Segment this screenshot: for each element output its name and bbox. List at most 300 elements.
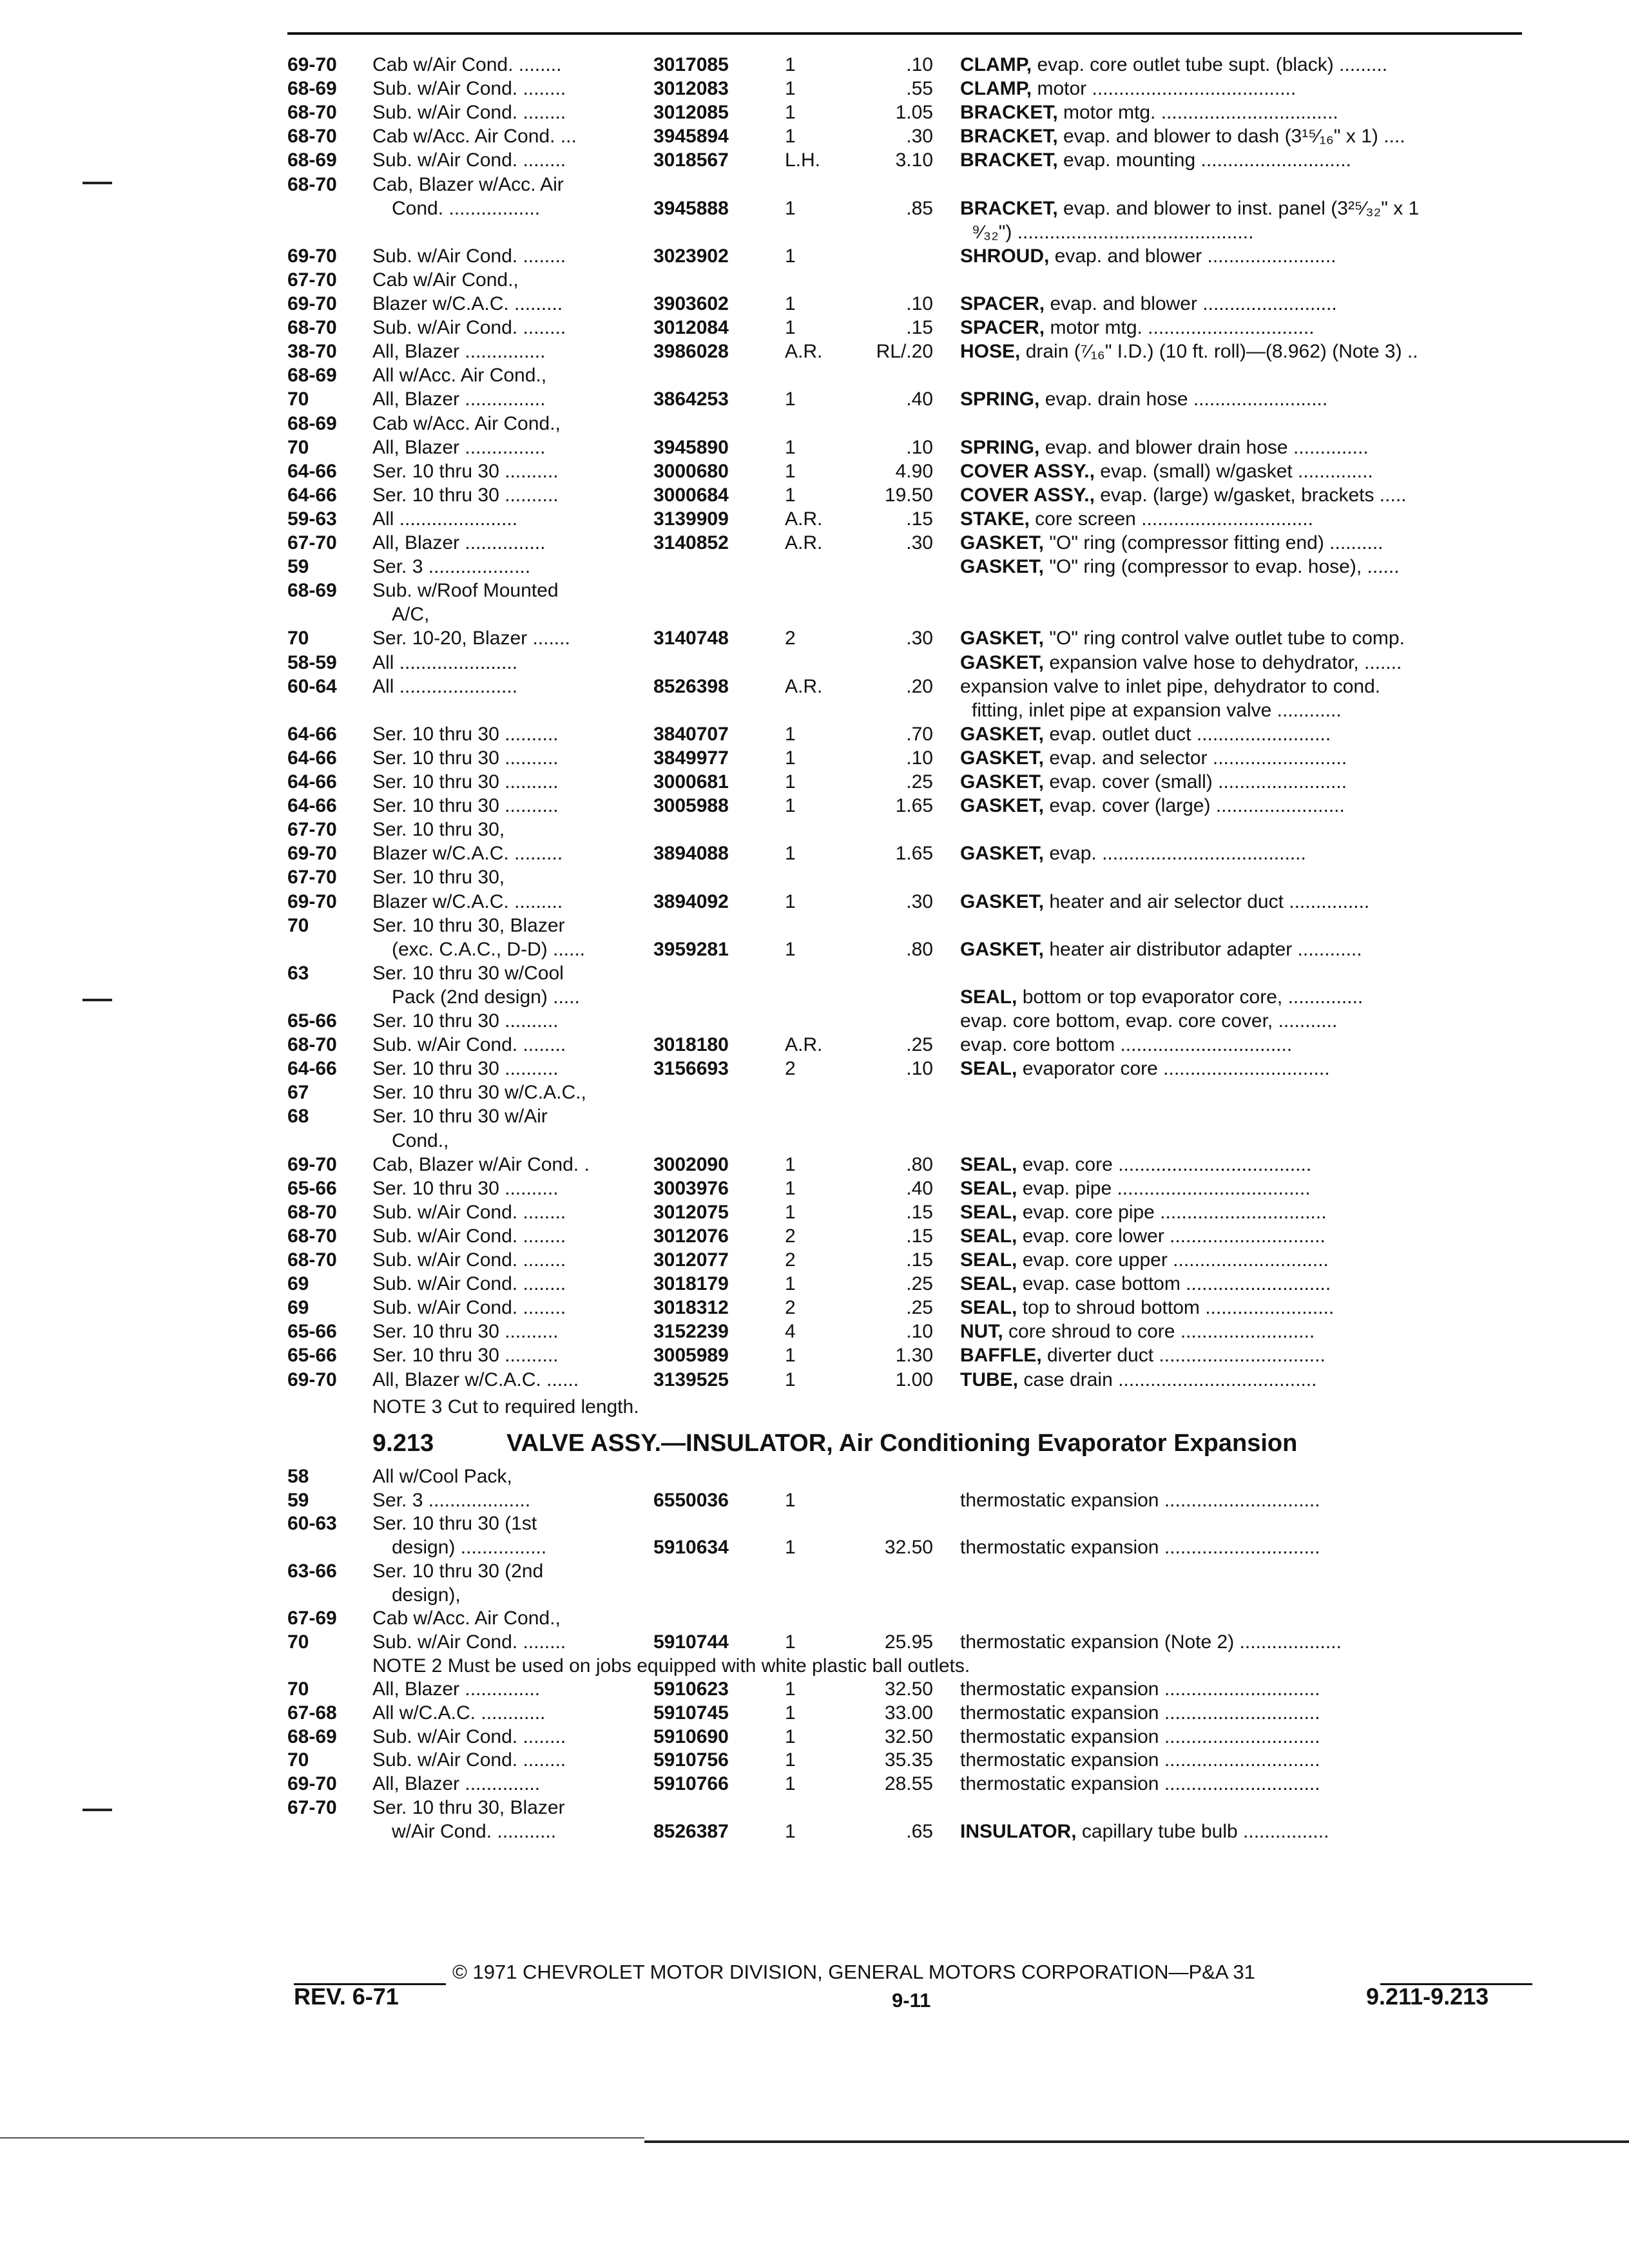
description-text: evaporator core ............................... [1017, 1058, 1330, 1080]
part-description [960, 1772, 1527, 1796]
description-text: evap. and blower ......................... [1045, 293, 1337, 314]
footer-section-range: 9.211-9.213 [1366, 1983, 1489, 2010]
price: .30 [906, 126, 933, 148]
model-years: 69-70 [287, 1773, 337, 1795]
model-years: 70 [287, 436, 309, 458]
description-text: evap. pipe .................................... [1017, 1177, 1311, 1199]
part-row [0, 292, 1629, 316]
application: Blazer w/C.A.C. ......... [372, 293, 563, 314]
note-text: NOTE 3 Cut to required length. [372, 1396, 639, 1418]
model-years: 67-69 [287, 1608, 337, 1629]
model-years: 68-69 [287, 580, 337, 602]
part-row [0, 1465, 1629, 1488]
part-description [960, 1177, 1527, 1200]
price: 1.05 [895, 102, 933, 124]
part-number: 3003976 [653, 1177, 729, 1199]
model-years: 69-70 [287, 245, 337, 267]
application: Sub. w/Air Cond. ........ [372, 317, 566, 339]
part-number: 3000680 [653, 460, 729, 482]
part-name: SEAL, [960, 986, 1017, 1008]
part-row [0, 1488, 1629, 1512]
part-row [0, 1104, 1629, 1128]
part-row [0, 770, 1629, 794]
part-description [960, 651, 1527, 675]
model-years: 70 [287, 1678, 309, 1700]
quantity: A.R. [785, 341, 823, 363]
part-description [960, 770, 1527, 794]
price: .70 [906, 723, 933, 745]
model-years: 68 [287, 1106, 309, 1128]
quantity: 2 [785, 1297, 796, 1319]
description-text: evap. mounting ............................ [1057, 149, 1351, 171]
model-years: 68-70 [287, 126, 337, 148]
model-years: 67 [287, 1082, 309, 1104]
part-number: 3849977 [653, 747, 729, 769]
quantity: 1 [785, 389, 796, 410]
part-description [960, 459, 1527, 483]
model-years: 68-70 [287, 317, 337, 339]
part-description [960, 746, 1527, 770]
quantity: L.H. [785, 149, 821, 171]
description-text: evap. core pipe ............................... [1017, 1201, 1327, 1223]
application: design) ................ [392, 1537, 547, 1559]
part-name: BRACKET, [960, 197, 1058, 219]
price: .30 [906, 890, 933, 912]
part-description [960, 340, 1527, 363]
price: .15 [906, 317, 933, 339]
part-description [960, 1200, 1527, 1224]
application: Cab w/Air Cond. ........ [372, 54, 562, 75]
application: All, Blazer ............... [372, 532, 546, 553]
part-row [0, 1606, 1629, 1630]
price: 4.90 [895, 460, 933, 482]
description-text: evap. core bottom, evap. core cover, ........... [960, 1010, 1338, 1032]
part-name: SHROUD, [960, 245, 1050, 267]
part-row [0, 746, 1629, 770]
application: Cab w/Acc. Air Cond. ... [372, 126, 577, 148]
application: Ser. 10 thru 30 .......... [372, 484, 559, 506]
part-row [0, 1033, 1629, 1057]
part-row [0, 1153, 1629, 1177]
quantity: 1 [785, 78, 796, 100]
application: Cab w/Acc. Air Cond., [372, 1608, 561, 1629]
model-years: 69-70 [287, 54, 337, 75]
part-description [960, 722, 1527, 746]
quantity: 2 [785, 628, 796, 649]
part-name: SEAL, [960, 1177, 1017, 1199]
application: Ser. 10 thru 30 w/C.A.C., [372, 1082, 586, 1104]
description-text: capillary tube bulb ................ [1076, 1820, 1329, 1842]
quantity: 2 [785, 1058, 796, 1080]
model-years: 38-70 [287, 341, 337, 363]
application: Ser. 10 thru 30 .......... [372, 1058, 559, 1080]
top-rule [287, 32, 1522, 35]
part-name: SEAL, [960, 1153, 1017, 1175]
part-number: 3018180 [653, 1034, 729, 1056]
part-row [0, 675, 1629, 698]
part-description [960, 1224, 1527, 1248]
price: .25 [906, 771, 933, 793]
application: Blazer w/C.A.C. ......... [372, 843, 563, 865]
quantity: 1 [785, 723, 796, 745]
model-years: 60-64 [287, 675, 337, 697]
part-row [0, 985, 1629, 1009]
part-row [0, 1535, 1629, 1559]
description-text: thermostatic expansion ............................. [960, 1773, 1320, 1795]
description-text: evap. and blower to inst. panel (3²⁵⁄₃₂" x 1 [1057, 197, 1420, 219]
part-number: 8526398 [653, 675, 729, 697]
model-years: 68-70 [287, 1249, 337, 1271]
application: Sub. w/Air Cond. ........ [372, 1225, 566, 1247]
part-row [0, 507, 1629, 531]
part-row [0, 794, 1629, 818]
price: .15 [906, 1249, 933, 1271]
part-row [0, 148, 1629, 172]
part-row [0, 1559, 1629, 1583]
application: All ...................... [372, 675, 518, 697]
application: Ser. 10-20, Blazer ....... [372, 628, 570, 649]
part-row [0, 626, 1629, 650]
application: (exc. C.A.C., D-D) ...... [392, 938, 586, 960]
application: Sub. w/Air Cond. ........ [372, 1273, 566, 1295]
part-description [960, 77, 1527, 101]
part-number: 6550036 [653, 1489, 729, 1511]
model-years: 68-69 [287, 1725, 337, 1747]
part-description [972, 698, 1539, 722]
note-text: NOTE 2 Must be used on jobs equipped with white plastic ball outlets. [372, 1655, 970, 1677]
part-row [0, 579, 1629, 602]
model-years: 59 [287, 1489, 309, 1511]
application: All w/Acc. Air Cond., [372, 365, 547, 387]
price: 1.00 [895, 1369, 933, 1390]
part-row [0, 1772, 1629, 1796]
price: .15 [906, 1201, 933, 1223]
part-number: 3012077 [653, 1249, 729, 1271]
part-name: SPRING, [960, 436, 1040, 458]
model-years: 70 [287, 914, 309, 936]
part-number: 3156693 [653, 1058, 729, 1080]
description-text: evap. core bottom ................................ [960, 1034, 1293, 1056]
model-years: 68-70 [287, 1225, 337, 1247]
part-number: 3864253 [653, 389, 729, 410]
model-years: 70 [287, 389, 309, 410]
application: All w/Cool Pack, [372, 1466, 512, 1487]
part-description [960, 507, 1527, 531]
description-text: evap. cover (large) ........................ [1044, 795, 1345, 817]
quantity: 1 [785, 1201, 796, 1223]
part-description [960, 197, 1527, 220]
quantity: 1 [785, 1153, 796, 1175]
price: .25 [906, 1034, 933, 1056]
price: .65 [906, 1820, 933, 1842]
note-row [0, 1654, 1629, 1678]
part-row [0, 1368, 1629, 1392]
price: .10 [906, 1058, 933, 1080]
part-number: 3894092 [653, 890, 729, 912]
part-row [0, 698, 1629, 722]
description-text: evap. case bottom ........................... [1017, 1273, 1331, 1295]
model-years: 69-70 [287, 1369, 337, 1390]
quantity: 1 [785, 1177, 796, 1199]
part-row [0, 1224, 1629, 1248]
application: Ser. 10 thru 30 .......... [372, 1010, 559, 1032]
part-description [960, 1248, 1527, 1272]
quantity: 1 [785, 771, 796, 793]
price: .15 [906, 1225, 933, 1247]
description-text: fitting, inlet pipe at expansion valve ............ [972, 699, 1342, 721]
part-row [0, 412, 1629, 436]
price: .25 [906, 1297, 933, 1319]
model-years: 68-70 [287, 102, 337, 124]
application: Ser. 10 thru 30, [372, 867, 505, 889]
description-text: "O" ring control valve outlet tube to comp. [1044, 628, 1405, 649]
part-row [0, 937, 1629, 961]
application: Ser. 10 thru 30 (2nd [372, 1560, 544, 1582]
application: Cond. ................. [392, 197, 541, 219]
part-number: 3945888 [653, 197, 729, 219]
model-years: 67-70 [287, 1796, 337, 1818]
application: All, Blazer ............... [372, 341, 546, 363]
model-years: 63 [287, 962, 309, 984]
model-years: 69 [287, 1297, 309, 1319]
part-row [0, 363, 1629, 387]
price: 1.65 [895, 843, 933, 865]
price: 1.30 [895, 1345, 933, 1367]
application: All, Blazer w/C.A.C. ...... [372, 1369, 579, 1390]
application: Sub. w/Air Cond. ........ [372, 1725, 566, 1747]
application: Cab w/Acc. Air Cond., [372, 412, 561, 434]
quantity: 1 [785, 1369, 796, 1390]
quantity: A.R. [785, 675, 823, 697]
application: design), [392, 1584, 461, 1606]
quantity: 1 [785, 1702, 796, 1724]
part-number: 3018312 [653, 1297, 729, 1319]
description-text: top to shroud bottom ........................ [1017, 1297, 1335, 1319]
part-name: SPACER, [960, 317, 1045, 339]
model-years: 70 [287, 628, 309, 649]
model-years: 68-70 [287, 1201, 337, 1223]
model-years: 67-70 [287, 819, 337, 841]
price: 35.35 [884, 1749, 933, 1771]
part-number: 5910690 [653, 1725, 729, 1747]
model-years: 58 [287, 1466, 309, 1487]
description-text: thermostatic expansion ............................. [960, 1537, 1320, 1559]
quantity: A.R. [785, 532, 823, 553]
part-description [972, 220, 1539, 244]
price: 25.95 [884, 1631, 933, 1653]
part-name: SEAL, [960, 1058, 1017, 1080]
part-description [960, 244, 1527, 268]
part-description [960, 1820, 1527, 1843]
application: Pack (2nd design) ..... [392, 986, 580, 1008]
description-text: evap. ...................................... [1044, 843, 1306, 865]
application: Ser. 10 thru 30, Blazer [372, 1796, 565, 1818]
quantity: 1 [785, 1678, 796, 1700]
price: .55 [906, 78, 933, 100]
part-row [0, 1272, 1629, 1296]
model-years: 59-63 [287, 508, 337, 530]
price: 3.10 [895, 149, 933, 171]
application: All, Blazer ............... [372, 389, 546, 410]
part-name: COVER ASSY., [960, 460, 1095, 482]
part-name: SEAL, [960, 1201, 1017, 1223]
part-row [0, 1725, 1629, 1749]
part-number: 3000684 [653, 484, 729, 506]
part-row [0, 890, 1629, 914]
quantity: 1 [785, 197, 796, 219]
part-name: GASKET, [960, 938, 1045, 960]
part-number: 3005989 [653, 1345, 729, 1367]
part-row [0, 1630, 1629, 1654]
model-years: 63-66 [287, 1560, 337, 1582]
part-row [0, 268, 1629, 292]
part-name: SPACER, [960, 293, 1045, 314]
price: .30 [906, 532, 933, 553]
note-3 [0, 1395, 1629, 1419]
quantity: 1 [785, 436, 796, 458]
price: 32.50 [884, 1725, 933, 1747]
part-description [960, 53, 1527, 77]
price: 19.50 [884, 484, 933, 506]
description-text: thermostatic expansion ............................. [960, 1725, 1320, 1747]
part-row [0, 914, 1629, 937]
part-name: GASKET, [960, 556, 1045, 578]
part-row [0, 340, 1629, 363]
part-row [0, 1248, 1629, 1272]
model-years: 69 [287, 1273, 309, 1295]
model-years: 70 [287, 1631, 309, 1653]
part-description [960, 985, 1527, 1009]
application: Sub. w/Air Cond. ........ [372, 78, 566, 100]
application: Sub. w/Air Cond. ........ [372, 1249, 566, 1271]
quantity: 1 [785, 102, 796, 124]
description-text: thermostatic expansion ............................. [960, 1702, 1320, 1724]
application: Sub. w/Air Cond. ........ [372, 1631, 566, 1653]
part-number: 5910634 [653, 1537, 729, 1559]
application: Ser. 10 thru 30 .......... [372, 1345, 559, 1367]
part-name: GASKET, [960, 795, 1045, 817]
description-text: motor mtg. ................................. [1057, 102, 1338, 124]
part-row [0, 1677, 1629, 1701]
part-number: 3986028 [653, 341, 729, 363]
part-row [0, 1820, 1629, 1843]
price: .85 [906, 197, 933, 219]
price: 1.65 [895, 795, 933, 817]
quantity: 1 [785, 1749, 796, 1771]
quantity: 1 [785, 747, 796, 769]
price: .10 [906, 1321, 933, 1343]
part-description [960, 1320, 1527, 1343]
model-years: 67-70 [287, 867, 337, 889]
quantity: 1 [785, 54, 796, 75]
part-number: 3023902 [653, 245, 729, 267]
price: .10 [906, 293, 933, 314]
application: Cab, Blazer w/Air Cond. . [372, 1153, 590, 1175]
part-row [0, 865, 1629, 889]
footer-copyright: © 1971 CHEVROLET MOTOR DIVISION, GENERAL MOTORS CORPORATION—P&A 31 [452, 1961, 1255, 1983]
quantity: 1 [785, 484, 796, 506]
part-description [960, 148, 1527, 172]
description-text: diverter duct ............................... [1041, 1345, 1325, 1367]
description-text: evap. core lower ............................. [1017, 1225, 1325, 1247]
description-text: evap. and blower ........................ [1049, 245, 1336, 267]
application: w/Air Cond. ........... [392, 1820, 557, 1842]
part-row [0, 1512, 1629, 1535]
model-years: 64-66 [287, 795, 337, 817]
part-row [0, 316, 1629, 340]
quantity: 1 [785, 1537, 796, 1559]
description-text: evap. and blower to dash (3¹⁵⁄₁₆" x 1) .... [1057, 126, 1405, 148]
part-row [0, 173, 1629, 197]
part-name: NUT, [960, 1321, 1003, 1343]
part-description [960, 890, 1527, 914]
quantity: 4 [785, 1321, 796, 1343]
part-number: 3012084 [653, 317, 729, 339]
part-row [0, 77, 1629, 101]
part-row [0, 459, 1629, 483]
part-row [0, 53, 1629, 77]
price: .80 [906, 938, 933, 960]
application: Ser. 10 thru 30 w/Cool [372, 962, 564, 984]
section-number: 9.213 [372, 1430, 434, 1457]
section-title: VALVE ASSY.—INSULATOR, Air Conditioning Evaporator Expansion [506, 1430, 1298, 1457]
part-name: GASKET, [960, 651, 1045, 673]
model-years: 67-70 [287, 269, 337, 291]
part-row [0, 124, 1629, 148]
part-number: 3945894 [653, 126, 729, 148]
model-years: 65-66 [287, 1321, 337, 1343]
price: RL/.20 [876, 341, 933, 363]
application: Cab, Blazer w/Acc. Air [372, 173, 564, 195]
part-number: 3945890 [653, 436, 729, 458]
description-text: evap. cover (small) ........................ [1044, 771, 1347, 793]
application: Sub. w/Air Cond. ........ [372, 1297, 566, 1319]
quantity: 1 [785, 1725, 796, 1747]
part-description [960, 1057, 1527, 1081]
part-name: CLAMP, [960, 54, 1032, 75]
application: Ser. 10 thru 30 w/Air [372, 1106, 548, 1128]
description-text: thermostatic expansion ............................. [960, 1489, 1320, 1511]
part-name: GASKET, [960, 843, 1045, 865]
description-text: thermostatic expansion (Note 2) ................... [960, 1631, 1342, 1653]
model-years: 68-69 [287, 78, 337, 100]
description-text: bottom or top evaporator core, .............. [1017, 986, 1364, 1008]
part-description [960, 1343, 1527, 1367]
part-number: 3840707 [653, 723, 729, 745]
part-row [0, 531, 1629, 555]
model-years: 64-66 [287, 484, 337, 506]
model-years: 65-66 [287, 1177, 337, 1199]
part-name: GASKET, [960, 747, 1045, 769]
part-name: CLAMP, [960, 78, 1032, 100]
part-description [960, 1368, 1527, 1392]
footer-page-number: 9-11 [892, 1989, 931, 2012]
description-text: evap. and blower drain hose .............. [1039, 436, 1369, 458]
quantity: 1 [785, 1631, 796, 1653]
part-description [960, 316, 1527, 340]
application: Sub. w/Air Cond. ........ [372, 1201, 566, 1223]
model-years: 68-70 [287, 1034, 337, 1056]
part-description [960, 841, 1527, 865]
quantity: 1 [785, 460, 796, 482]
price: 33.00 [884, 1702, 933, 1724]
quantity: 1 [785, 126, 796, 148]
part-row [0, 244, 1629, 268]
part-number: 3018179 [653, 1273, 729, 1295]
footer-revision: REV. 6-71 [294, 1983, 399, 2010]
description-text: evap. core upper ............................. [1017, 1249, 1329, 1271]
application: Cab w/Air Cond., [372, 269, 519, 291]
